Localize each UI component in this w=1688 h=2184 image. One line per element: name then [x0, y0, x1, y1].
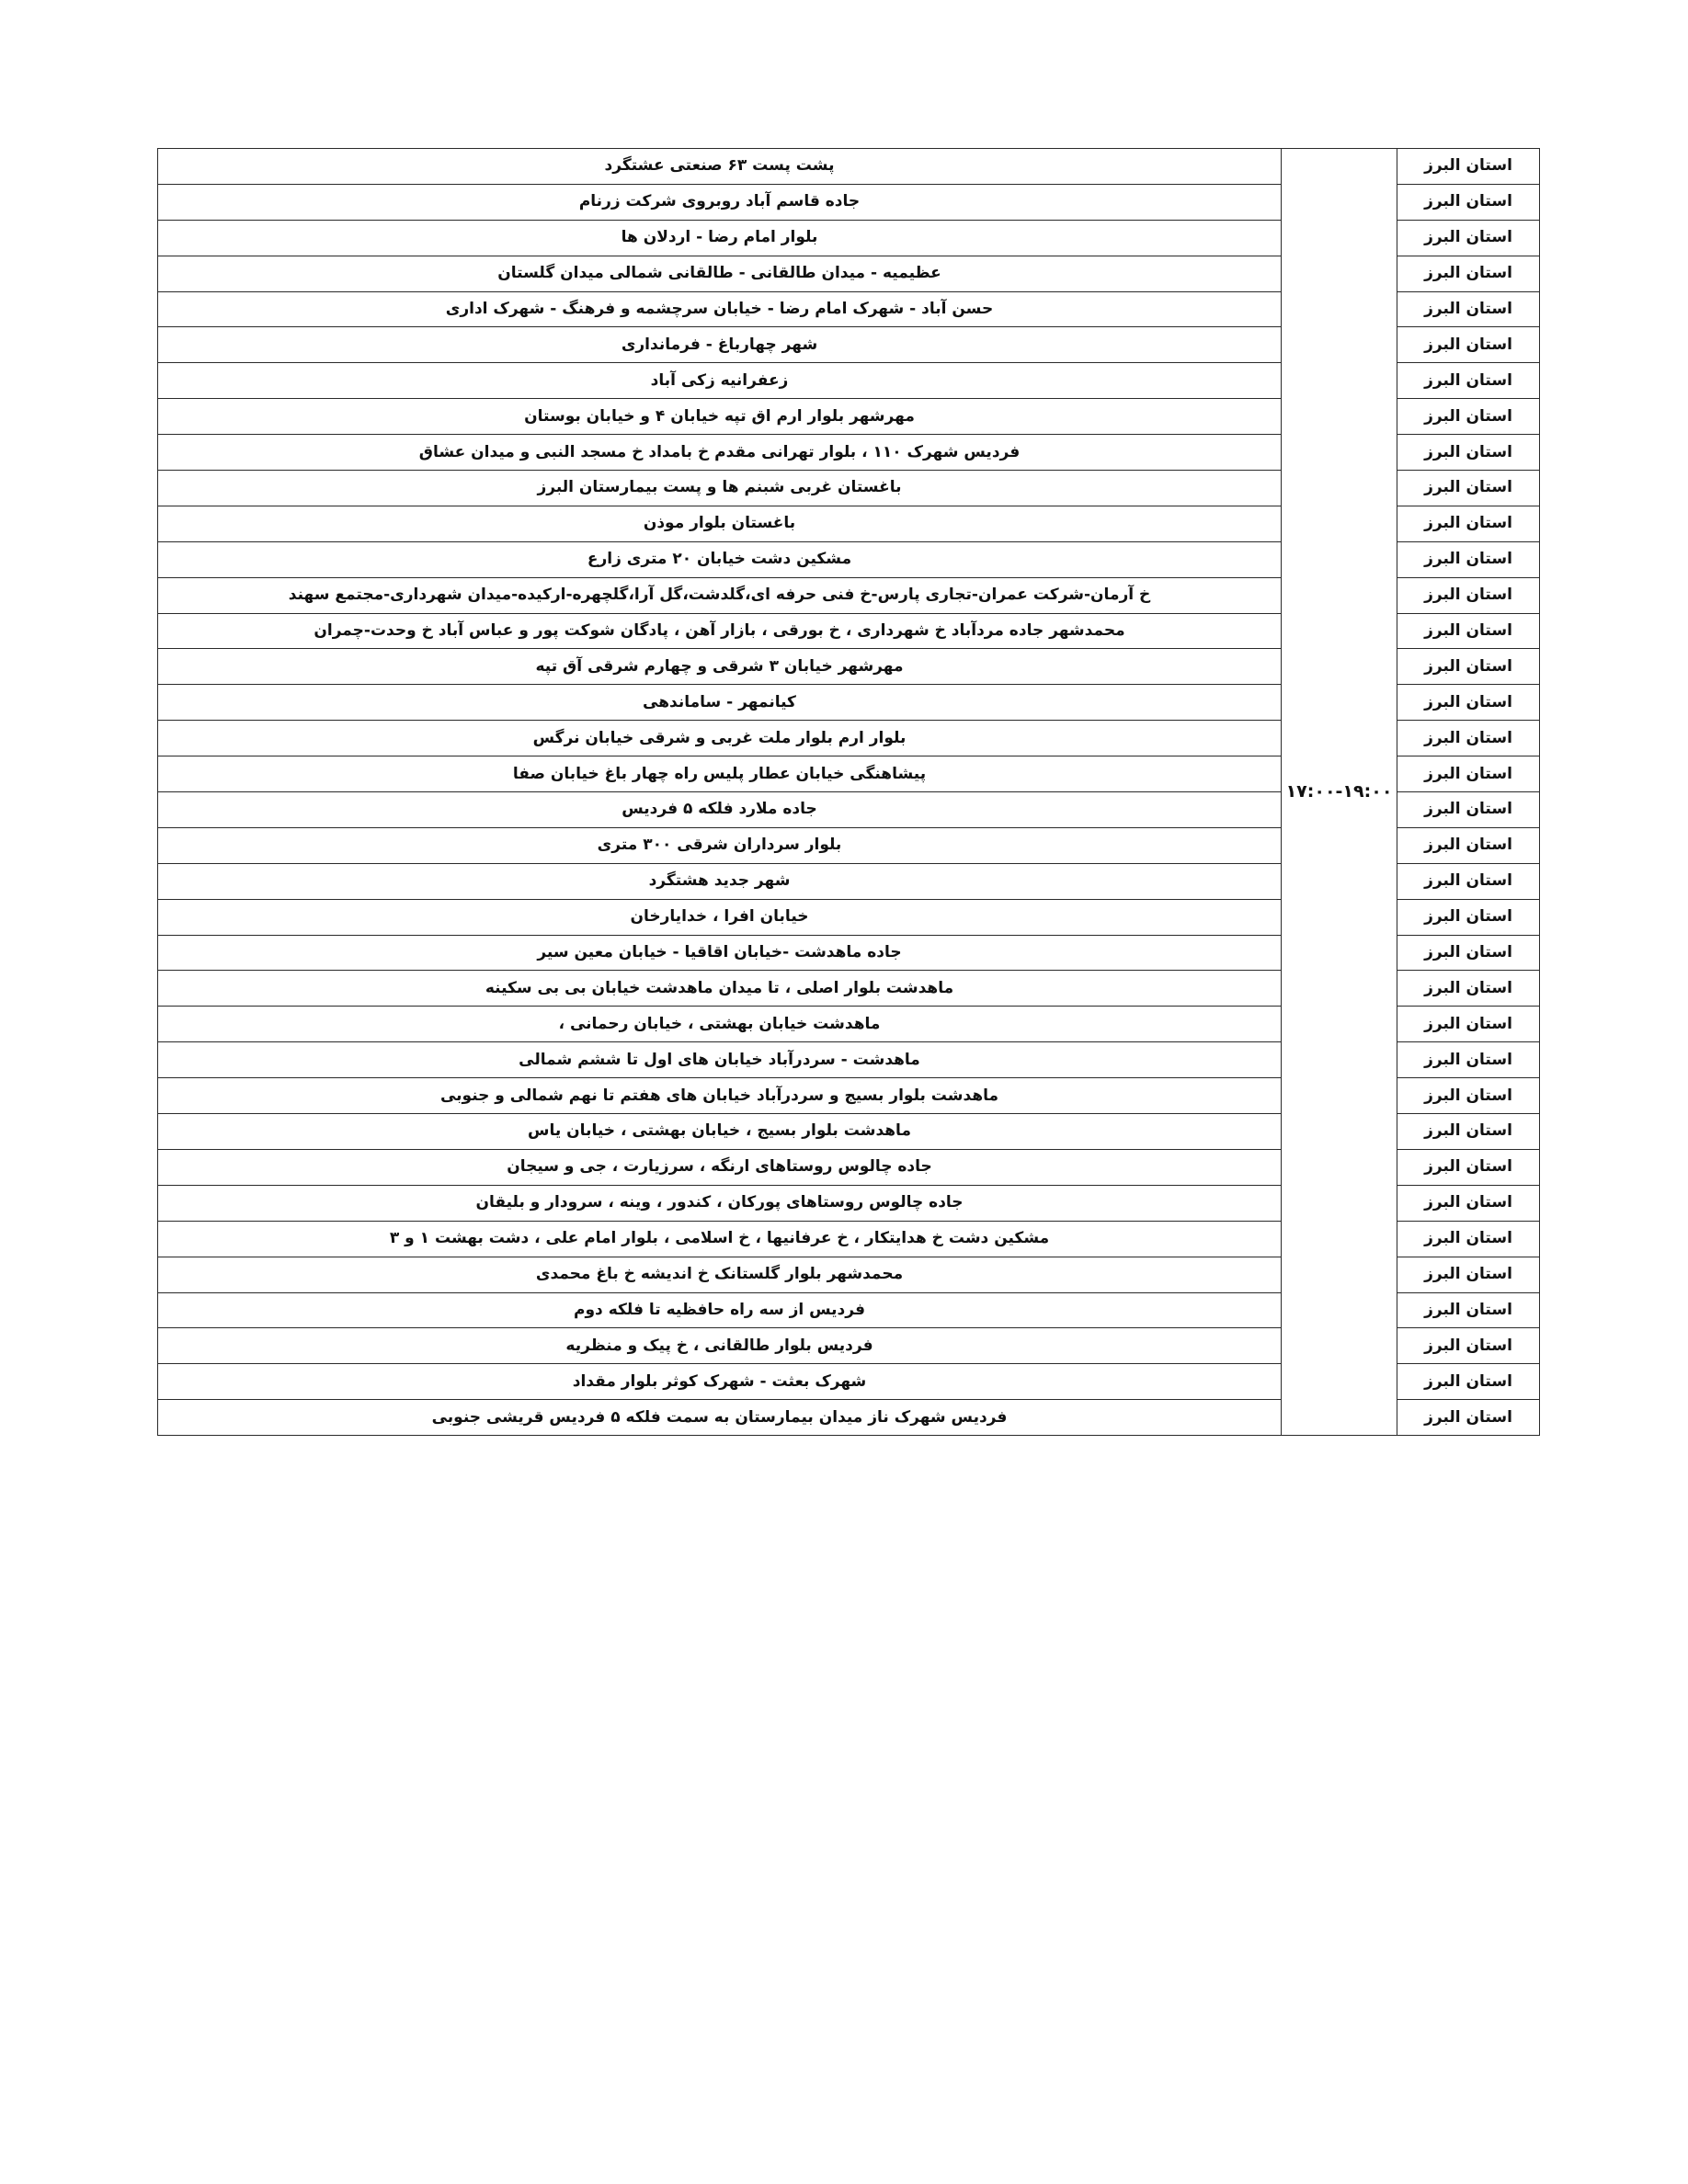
area-cell: ماهدشت بلوار اصلی ، تا میدان ماهدشت خیابان بی بی سکینه [158, 971, 1282, 1007]
area-cell: محمدشهر جاده مردآباد خ شهرداری ، خ بورقی ، بازار آهن ، پادگان شوکت پور و عباس آباد خ وحدت-چمران [158, 613, 1282, 649]
province-cell: استان البرز [1397, 471, 1540, 506]
province-cell: استان البرز [1397, 1400, 1540, 1436]
area-cell: جاده چالوس روستاهای پورکان ، کندور ، وینه ، سرودار و بلیقان [158, 1185, 1282, 1221]
province-cell: استان البرز [1397, 899, 1540, 935]
area-cell: شهر جدید هشتگرد [158, 863, 1282, 899]
province-cell: استان البرز [1397, 649, 1540, 685]
province-cell: استان البرز [1397, 756, 1540, 792]
province-cell: استان البرز [1397, 1078, 1540, 1114]
area-cell: ماهدشت خیابان بهشتی ، خیابان رحمانی ، [158, 1007, 1282, 1042]
area-cell: بلوار ارم بلوار ملت غربی و شرقی خیابان نرگس [158, 721, 1282, 756]
province-cell: استان البرز [1397, 541, 1540, 577]
area-cell: ماهدشت - سردرآباد خیابان های اول تا ششم شمالی [158, 1042, 1282, 1078]
province-cell: استان البرز [1397, 1292, 1540, 1328]
area-cell: باغستان غربی شبنم ها و پست بیمارستان البرز [158, 471, 1282, 506]
area-cell: فردیس شهرک ۱۱۰ ، بلوار تهرانی مقدم خ بامداد خ مسجد النبی و میدان عشاق [158, 435, 1282, 471]
province-cell: استان البرز [1397, 1149, 1540, 1185]
province-cell: استان البرز [1397, 792, 1540, 828]
area-cell: باغستان بلوار موذن [158, 506, 1282, 541]
province-cell: استان البرز [1397, 613, 1540, 649]
area-cell: محمدشهر بلوار گلستانک خ اندیشه خ باغ محمدی [158, 1257, 1282, 1292]
province-cell: استان البرز [1397, 971, 1540, 1007]
area-cell: فردیس بلوار طالقانی ، خ پیک و منظریه [158, 1328, 1282, 1364]
province-cell: استان البرز [1397, 863, 1540, 899]
area-cell: بلوار امام رضا - اردلان ها [158, 220, 1282, 256]
province-cell: استان البرز [1397, 1257, 1540, 1292]
area-cell: مشکین دشت خ هدایتکار ، خ عرفانیها ، خ اسلامی ، بلوار امام علی ، دشت بهشت ۱ و ۳ [158, 1221, 1282, 1257]
schedule-body [158, 149, 1540, 1436]
area-cell: فردیس از سه راه حافظیه تا فلکه دوم [158, 1292, 1282, 1328]
province-cell: استان البرز [1397, 256, 1540, 291]
area-cell: بلوار سرداران شرقی ۳۰۰ متری [158, 827, 1282, 863]
province-cell: استان البرز [1397, 1185, 1540, 1221]
province-cell: استان البرز [1397, 1007, 1540, 1042]
province-cell: استان البرز [1397, 149, 1540, 185]
province-cell: استان البرز [1397, 1221, 1540, 1257]
area-cell: شهر چهارباغ - فرمانداری [158, 327, 1282, 363]
area-cell: فردیس شهرک ناز میدان بیمارستان به سمت فلکه ۵ فردیس قریشی جنوبی [158, 1400, 1282, 1436]
time-range-cell: ۱۷:۰۰-۱۹:۰۰ [1282, 149, 1397, 1436]
province-cell: استان البرز [1397, 721, 1540, 756]
area-cell: زعفرانیه زکی آباد [158, 363, 1282, 399]
area-cell: کیانمهر - ساماندهی [158, 685, 1282, 721]
area-cell: ماهدشت بلوار بسیج و سردرآباد خیابان های هفتم تا نهم شمالی و جنوبی [158, 1078, 1282, 1114]
area-cell: حسن آباد - شهرک امام رضا - خیابان سرچشمه و فرهنگ - شهرک اداری [158, 291, 1282, 327]
province-cell: استان البرز [1397, 363, 1540, 399]
province-cell: استان البرز [1397, 1328, 1540, 1364]
area-cell: جاده ملارد فلکه ۵ فردیس [158, 792, 1282, 828]
province-cell: استان البرز [1397, 220, 1540, 256]
area-cell: خیابان افرا ، خدایارخان [158, 899, 1282, 935]
province-cell: استان البرز [1397, 935, 1540, 971]
area-cell: ماهدشت بلوار بسیج ، خیابان بهشتی ، خیابان یاس [158, 1114, 1282, 1150]
area-cell: عظیمیه - میدان طالقانی - طالقانی شمالی میدان گلستان [158, 256, 1282, 291]
province-cell: استان البرز [1397, 827, 1540, 863]
province-cell: استان البرز [1397, 1042, 1540, 1078]
province-cell: استان البرز [1397, 577, 1540, 613]
area-cell: جاده ماهدشت -خیابان اقاقیا - خیابان معین سیر [158, 935, 1282, 971]
province-cell: استان البرز [1397, 184, 1540, 220]
province-cell: استان البرز [1397, 327, 1540, 363]
area-cell: پشت پست ۶۳ صنعتی عشتگرد [158, 149, 1282, 185]
area-cell: مشکین دشت خیابان ۲۰ متری زارع [158, 541, 1282, 577]
area-cell: جاده چالوس روستاهای ارنگه ، سرزیارت ، جی و سیجان [158, 1149, 1282, 1185]
area-cell: خ آرمان-شرکت عمران-تجاری پارس-خ فنی حرفه ای،گلدشت،گل آرا،گلچهره-ارکیده-میدان شهرداری-مجتمع سهند [158, 577, 1282, 613]
province-cell: استان البرز [1397, 435, 1540, 471]
outage-schedule-table [157, 148, 1540, 1436]
province-cell: استان البرز [1397, 1114, 1540, 1150]
area-cell: پیشاهنگی خیابان عطار پلیس راه چهار باغ خیابان صفا [158, 756, 1282, 792]
area-cell: جاده قاسم آباد روبروی شرکت زرنام [158, 184, 1282, 220]
province-cell: استان البرز [1397, 399, 1540, 435]
table-row [158, 149, 1540, 185]
province-cell: استان البرز [1397, 685, 1540, 721]
province-cell: استان البرز [1397, 506, 1540, 541]
area-cell: شهرک بعثت - شهرک کوثر بلوار مقداد [158, 1364, 1282, 1400]
area-cell: مهرشهر بلوار ارم اق تپه خیابان ۴ و خیابان بوستان [158, 399, 1282, 435]
province-cell: استان البرز [1397, 1364, 1540, 1400]
province-cell: استان البرز [1397, 291, 1540, 327]
area-cell: مهرشهر خیابان ۳ شرقی و چهارم شرقی آق تپه [158, 649, 1282, 685]
